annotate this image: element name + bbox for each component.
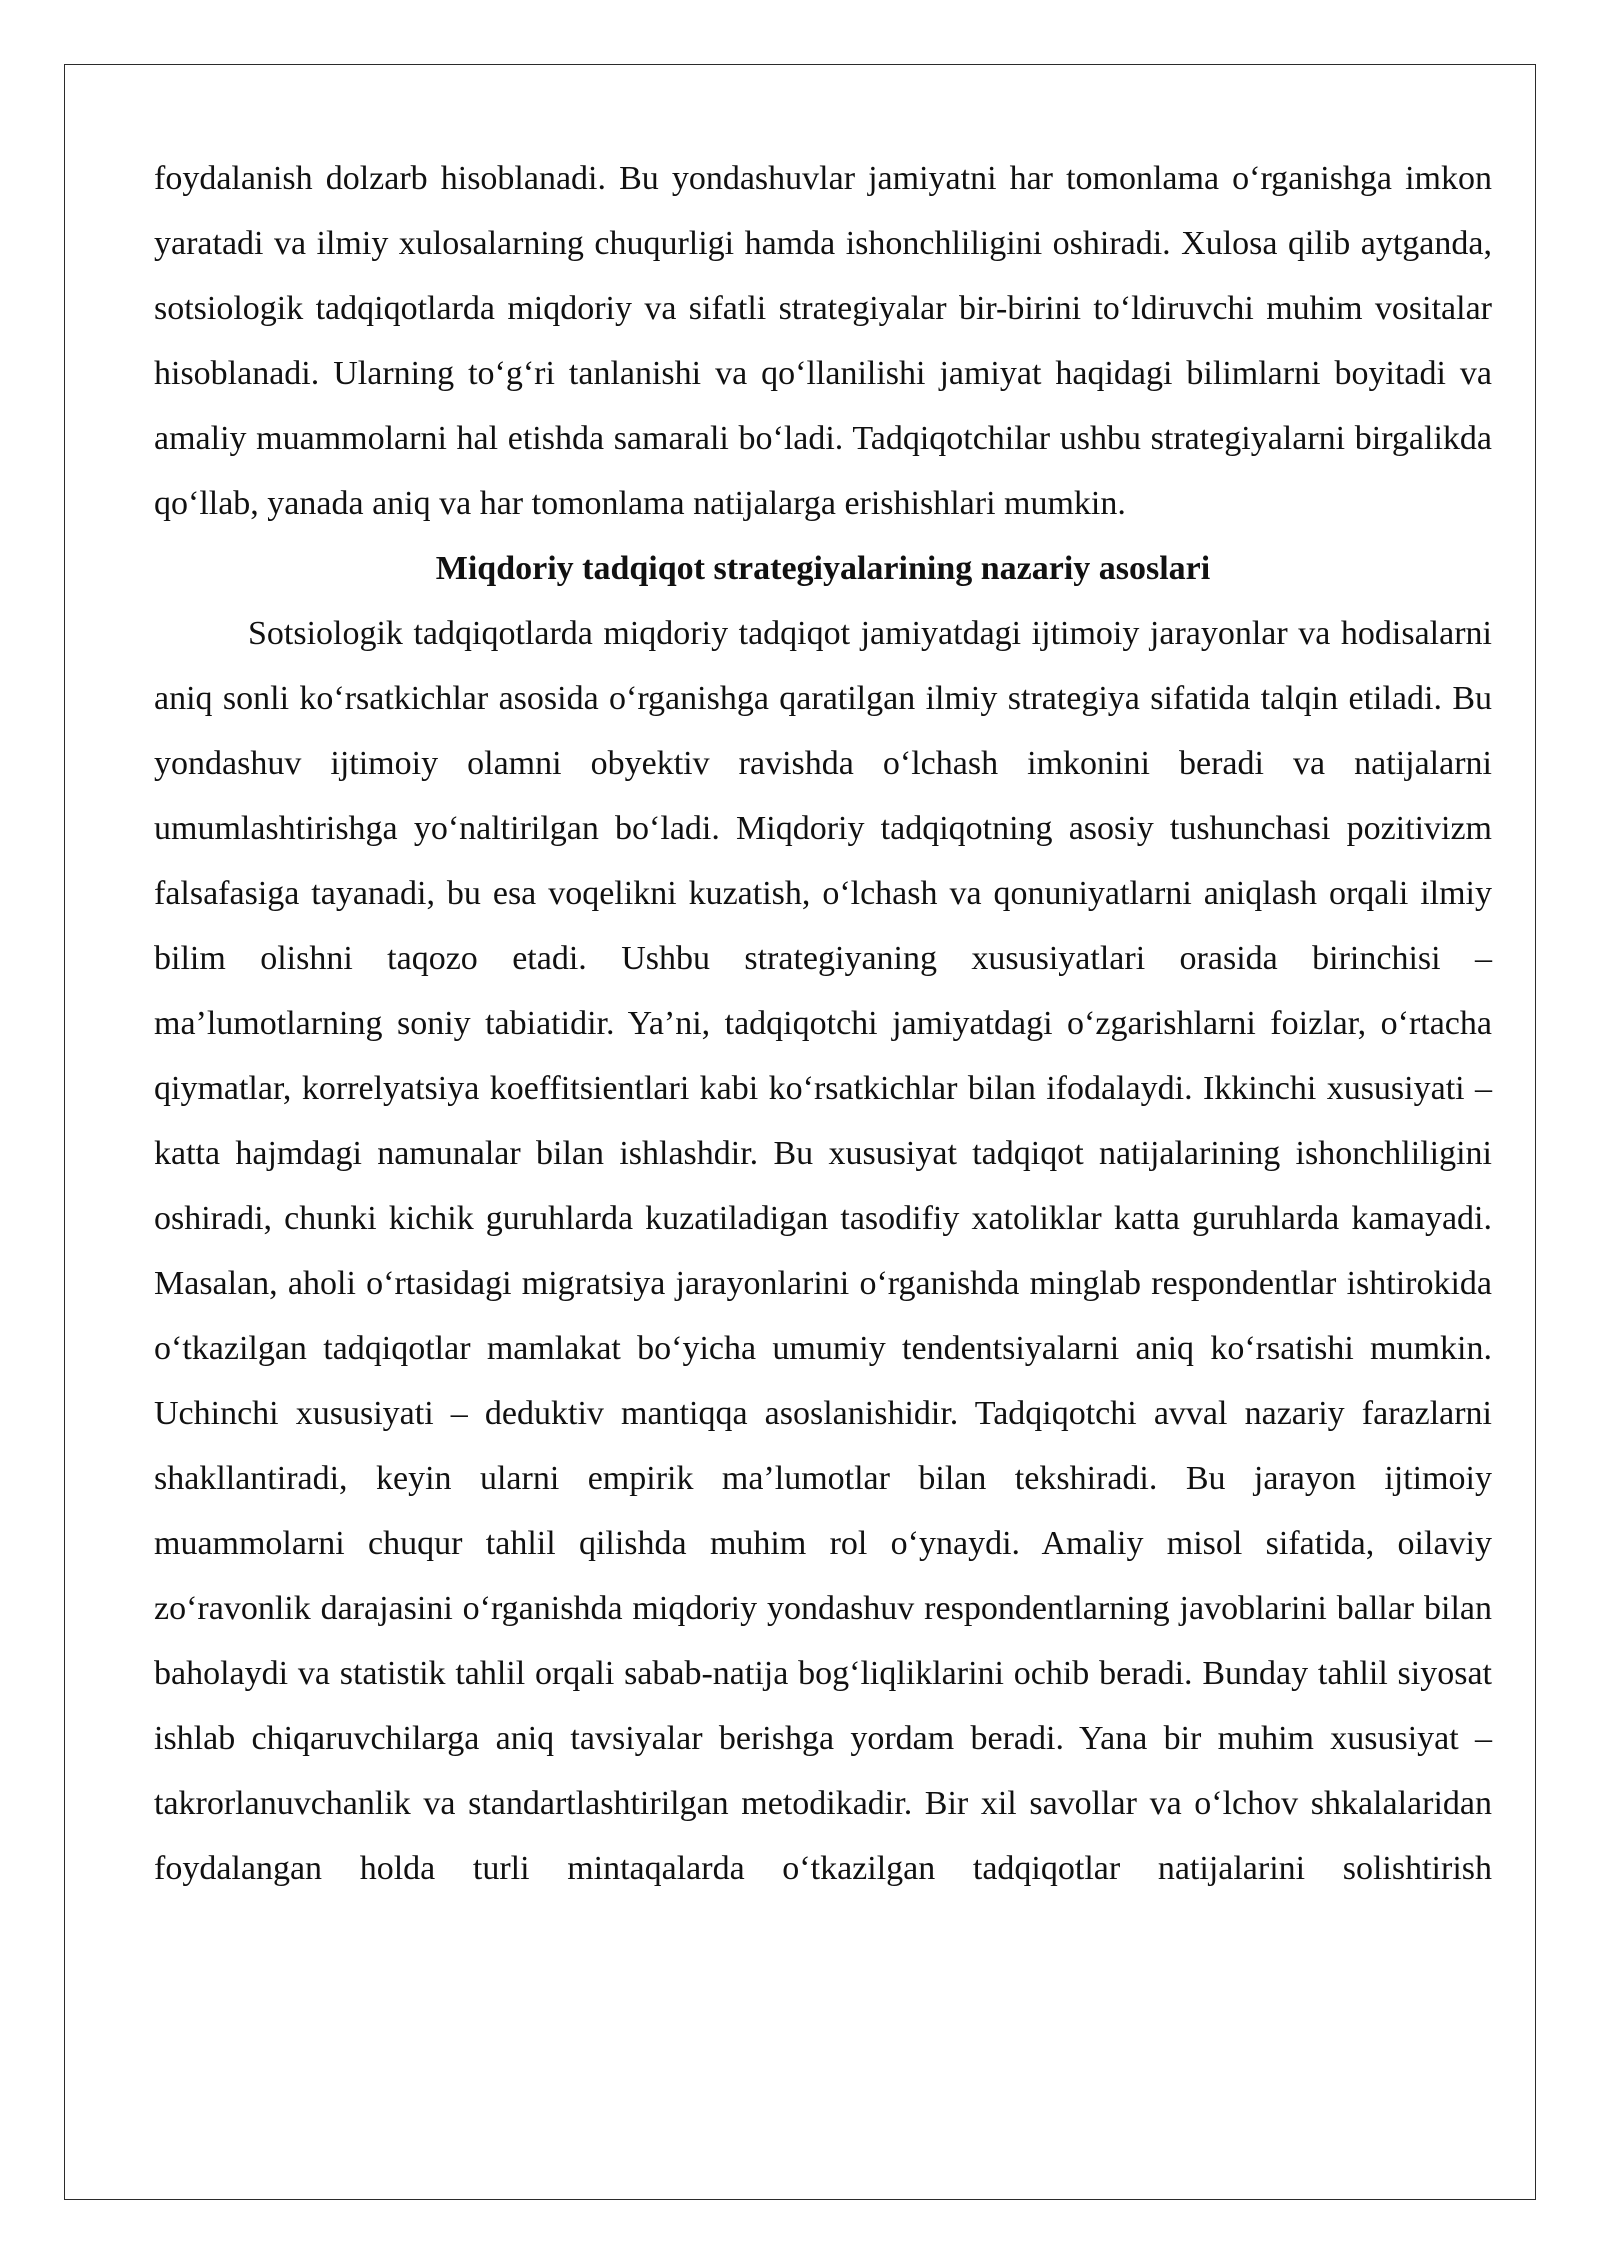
paragraph-main: Sotsiologik tadqiqotlarda miqdoriy tadqiqot jamiyatdagi ijtimoiy jarayonlar va hodisalarni aniq sonli ko‘rsatkichlar asosida o‘rganishga qaratilgan ilmiy strategiya sifatida talqin etiladi. Bu yondashuv ijtimoiy olamni obyektiv ravishda o‘lchash imkonini beradi va natijalarni umumlashtirishga yo‘naltirilgan bo‘ladi. Miqdoriy tadqiqotning asosiy tushunchasi pozitivizm falsafasiga tayanadi, bu esa voqelikni kuzatish, o‘lchash va qonuniyatlarni aniqlash orqali ilmiy bilim olishni taqozo etadi. Ushbu strategiyaning xususiyatlari orasida birinchisi – ma’lumotlarning soniy tabiatidir. Ya’ni, tadqiqotchi jamiyatdagi o‘zgarishlarni foizlar, o‘rtacha qiymatlar, korrelyatsiya koeffitsientlari kabi ko‘rsatkichlar bilan ifodalaydi. Ikkinchi xususiyati – katta hajmdagi namunalar bilan ishlashdir. Bu xususiyat tadqiqot natijalarining ishonchliligini oshiradi, chunki kichik guruhlarda kuzatiladigan tasodifiy xatoliklar katta guruhlarda kamayadi. Masalan, aholi o‘rtasidagi migratsiya jarayonlarini o‘rganishda minglab respondentlar ishtirokida o‘tkazilgan tadqiqotlar mamlakat bo‘yicha umumiy tendentsiyalarni aniq ko‘rsatishi mumkin. Uchinchi xususiyati – deduktiv mantiqqa asoslanishidir. Tadqiqotchi avval nazariy farazlarni shakllantiradi, keyin ularni empirik ma’lumotlar bilan tekshiradi. Bu jarayon ijtimoiy muammolarni chuqur tahlil qilishda muhim rol o‘ynaydi. Amaliy misol sifatida, oilaviy zo‘ravonlik darajasini o‘rganishda miqdoriy yondashuv respondentlarning javoblarini ballar bilan baholaydi va statistik tahlil orqali sabab-natija bog‘liqliklarini ochib beradi. Bunday tahlil siyosat ishlab chiqaruvchilarga aniq tavsiyalar berishga yordam beradi. Yana bir muhim xususiyat – takrorlanuvchanlik va standartlashtirilgan metodikadir. Bir xil savollar va o‘lchov shkalalaridan foydalangan holda turli mintaqalarda o‘tkazilgan tadqiqotlar natijalarini solishtirish — [154, 615, 1492, 1887]
document-body — [154, 146, 1492, 1901]
section-heading: Miqdoriy tadqiqot strategiyalarining nazariy asoslari — [435, 550, 1211, 587]
paragraph-continuation: foydalanish dolzarb hisoblanadi. Bu yondashuvlar jamiyatni har tomonlama o‘rganishga imkon yaratadi va ilmiy xulosalarning chuqurligi hamda ishonchliligini oshiradi. Xulosa qilib aytganda, sotsiologik tadqiqotlarda miqdoriy va sifatli strategiyalar bir-birini to‘ldiruvchi muhim vositalar hisoblanadi. Ularning to‘g‘ri tanlanishi va qo‘llanilishi jamiyat haqidagi bilimlarni boyitadi va amaliy muammolarni hal etishda samarali bo‘ladi. Tadqiqotchilar ushbu strategiyalarni birgalikda qo‘llab, yanada aniq va har tomonlama natijalarga erishishlari mumkin. — [154, 160, 1492, 522]
